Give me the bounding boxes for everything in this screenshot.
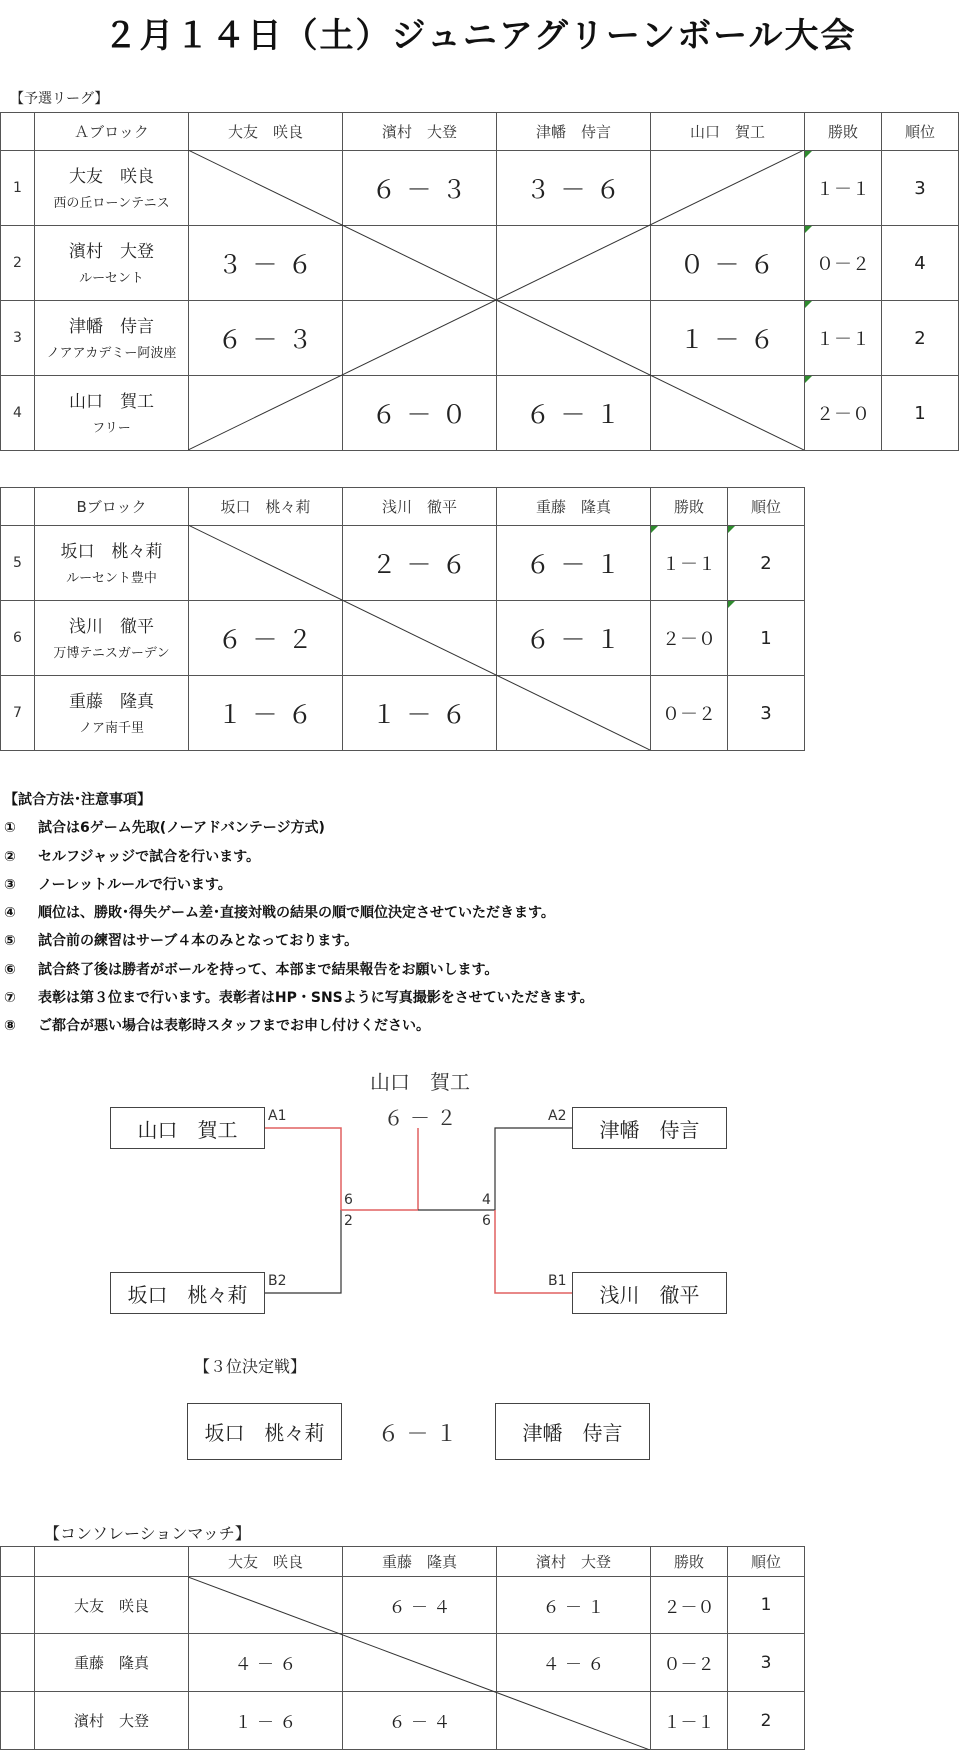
page-title: ２月１４日（土）ジュニアグリーンボール大会 [103,16,857,56]
win-loss-cell: ０－２ [805,226,882,301]
notes-title: 【試合方法･注意事項】 [4,792,151,808]
score-cell: ０ － ６ [651,226,805,301]
score-cell: ６ － ３ [189,301,343,376]
win-loss-cell: ２－０ [651,601,728,676]
note-mark: ⑦ [4,990,16,1007]
third-place-right-player: 津幡 侍言 [495,1403,650,1460]
row-number: 7 [1,676,35,751]
rank-cell: 2 [728,1692,805,1750]
opponent-header: 坂口 桃々莉 [189,488,343,526]
rank-cell: 3 [728,1634,805,1692]
note-text: 試合は6ゲーム先取(ノーアドバンテージ方式) [38,820,325,837]
score-cell: ６ － １ [497,376,651,451]
bracket-player-box: 津幡 侍言 [572,1107,727,1149]
opponent-header: 津幡 侍言 [497,113,651,151]
opponent-header: 山口 賀工 [651,113,805,151]
semi-score: 4 [482,1192,491,1208]
player-cell [35,151,189,226]
score-cell: ６ － １ [497,601,651,676]
opponent-header: 浅川 徹平 [343,488,497,526]
win-loss-header: 勝敗 [805,113,882,151]
row-number [1,1634,35,1692]
final-score: ６ － ２ [383,1106,457,1130]
rank-header: 順位 [728,488,805,526]
seed-label: B2 [268,1273,287,1289]
note-mark: ⑤ [4,933,16,950]
score-cell: ６ － １ [497,1577,651,1634]
player-name: 津幡 侍言 [69,317,154,337]
score-cell: ６ － ０ [343,376,497,451]
player-name: 濱村 大登 [69,242,154,262]
player-cell [35,376,189,451]
bracket-player-box: 浅川 徹平 [572,1272,727,1314]
consolation-label: 【コンソレーションマッチ】 [44,1524,251,1543]
win-loss-cell: ２－０ [651,1577,728,1634]
semi-score: 2 [344,1213,353,1229]
player-name: 大友 咲良 [69,167,154,187]
score-cell: １ － ６ [189,676,343,751]
note-item [4,927,594,955]
club-name: ルーセント豊中 [66,571,157,586]
club-name: フリー [92,421,131,436]
row-number [1,1577,35,1634]
rank-cell: 2 [728,526,805,601]
win-loss-cell: １－１ [805,301,882,376]
champion-name: 山口 賀工 [370,1070,470,1094]
note-text: 順位は、勝敗･得失ゲーム差･直接対戦の結果の順で順位決定させていただきます。 [38,905,555,922]
header-empty [1,113,35,151]
note-item [4,843,594,871]
seed-label: A1 [268,1108,287,1124]
opponent-header: 濱村 大登 [497,1547,651,1577]
row-number [1,1692,35,1750]
score-cell: ６ － ４ [343,1577,497,1634]
player-name: 重藤 隆真 [35,1634,189,1692]
rank-cell: 2 [882,301,959,376]
header-empty [35,1547,189,1577]
win-loss-cell: ２－０ [805,376,882,451]
player-name: 濱村 大登 [35,1692,189,1750]
club-name: ノアアカデミー阿波座 [46,346,177,361]
row-number: 6 [1,601,35,676]
player-cell [35,301,189,376]
score-cell: ４ － ６ [497,1634,651,1692]
note-mark: ③ [4,876,16,893]
row-number: 2 [1,226,35,301]
score-cell: １ － ６ [189,1692,343,1750]
player-name: 大友 咲良 [35,1577,189,1634]
note-mark: ① [4,820,16,837]
score-cell: ３ － ６ [189,226,343,301]
win-loss-cell: ０－２ [651,1634,728,1692]
prelim-league-label: 【予選リーグ】 [10,91,109,107]
header-empty [1,1547,35,1577]
club-name: ルーセント [79,271,144,286]
win-loss-cell: ０－２ [651,676,728,751]
note-item [4,899,594,927]
row-number: 3 [1,301,35,376]
opponent-header: 濱村 大登 [343,113,497,151]
score-cell: ４ － ６ [189,1634,343,1692]
club-name: 万博テニスガーデン [53,646,170,661]
consolation-diagonal-line [188,1577,650,1750]
rank-cell: 3 [882,151,959,226]
player-cell [35,676,189,751]
note-mark: ② [4,848,16,865]
win-loss-cell: １－１ [651,526,728,601]
win-loss-header: 勝敗 [651,488,728,526]
score-cell: ６ － １ [497,526,651,601]
player-name: 浅川 徹平 [69,617,154,637]
third-place-left-player: 坂口 桃々莉 [187,1403,342,1460]
note-mark: ⑧ [4,1018,16,1035]
player-cell [35,526,189,601]
note-mark: ④ [4,905,16,922]
block-a-cross-lines [188,150,804,450]
seed-label: B1 [548,1273,567,1289]
note-text: 試合前の練習はサーブ４本のみとなっております。 [38,933,359,950]
player-cell [35,601,189,676]
opponent-header: 大友 咲良 [189,1547,343,1577]
bracket-player-box: 坂口 桃々莉 [110,1272,265,1314]
row-number: 1 [1,151,35,226]
player-name: 山口 賀工 [69,392,154,412]
score-cell: ６ － ３ [343,151,497,226]
win-loss-cell: １－１ [805,151,882,226]
semi-score: 6 [482,1213,491,1229]
opponent-header: 重藤 隆真 [497,488,651,526]
club-name: ノア南千里 [78,721,144,736]
block-b-diagonal-line [188,525,650,750]
note-text: 表彰は第３位まで行います。表彰者はHP・SNSように写真撮影をさせていただきます。 [38,990,594,1007]
row-number: 5 [1,526,35,601]
block-a-header: Ａブロック [35,113,189,151]
score-cell: ２ － ６ [343,526,497,601]
note-item [4,871,594,899]
rank-cell: 1 [882,376,959,451]
rank-header: 順位 [882,113,959,151]
note-text: 試合終了後は勝者がボールを持って、本部まで結果報告をお願いします。 [38,961,499,978]
bracket-player-box: 山口 賀工 [110,1107,265,1149]
note-text: ご都合が悪い場合は表彰時スタッフまでお申し付けください。 [38,1018,430,1035]
score-cell: １ － ６ [343,676,497,751]
player-name: 坂口 桃々莉 [60,542,163,562]
note-mark: ⑥ [4,961,16,978]
rank-header: 順位 [728,1547,805,1577]
score-cell: １ － ６ [651,301,805,376]
score-cell: ３ － ６ [497,151,651,226]
score-cell: ６ － ４ [343,1692,497,1750]
semi-score: 6 [344,1192,353,1208]
opponent-header: 大友 咲良 [189,113,343,151]
row-number: 4 [1,376,35,451]
header-empty [1,488,35,526]
rank-cell: 3 [728,676,805,751]
club-name: 西の丘ローンテニス [53,196,170,211]
rank-cell: 4 [882,226,959,301]
rank-cell: 1 [728,1577,805,1634]
rank-cell: 1 [728,601,805,676]
block-b-header: Bブロック [35,488,189,526]
opponent-header: 重藤 隆真 [343,1547,497,1577]
third-place-label: 【３位決定戦】 [194,1357,307,1376]
score-cell: ６ － ２ [189,601,343,676]
third-place-score: ６ － １ [377,1422,458,1447]
seed-label: A2 [548,1108,567,1124]
note-item [4,956,594,984]
note-text: セルフジャッジで試合を行います。 [38,848,261,865]
win-loss-cell: １－１ [651,1692,728,1750]
note-text: ノーレットルールで行います。 [38,876,232,893]
player-cell [35,226,189,301]
player-name: 重藤 隆真 [69,692,154,712]
note-item [4,814,594,842]
win-loss-header: 勝敗 [651,1547,728,1577]
